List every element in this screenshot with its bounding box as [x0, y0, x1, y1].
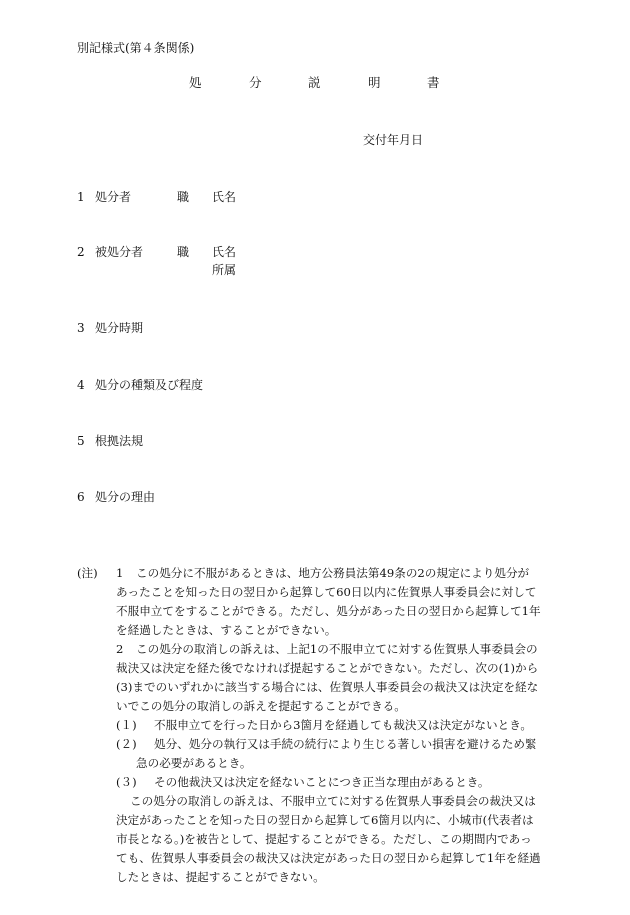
field-label: 根拠法規 — [95, 434, 144, 448]
title-char: 明 — [368, 75, 381, 90]
sub-item-number: (２) — [116, 737, 137, 751]
field-number: 4 — [77, 378, 85, 392]
title-char: 分 — [249, 75, 262, 90]
final-paragraph-line: ても、佐賀県人事委員会の裁決又は決定があった日の翌日から起算して1年を経過 — [116, 851, 541, 865]
field-number: 1 — [77, 190, 85, 204]
note-1-line: を経過したときは、することができない。 — [116, 623, 337, 637]
title-char: 処 — [189, 75, 202, 90]
field-label: 処分時期 — [95, 321, 144, 335]
title-char: 説 — [308, 75, 321, 90]
note-1-line: あったことを知った日の翌日から起算して60日以内に佐賀県人事委員会に対して — [116, 585, 537, 599]
sub-item-line: 処分、処分の執行又は手続の続行により生じる著しい損害を避けるため緊 — [154, 737, 537, 751]
field-number: 6 — [77, 490, 85, 504]
field-sub-label: 職 — [177, 245, 190, 259]
field-number: 5 — [77, 434, 85, 448]
note-number: 2 — [116, 642, 124, 656]
field-number: 3 — [77, 321, 85, 335]
sub-item-line: 不服申立てを行った日から3箇月を経過しても裁決又は決定がないとき。 — [154, 718, 532, 732]
final-paragraph-line: この処分の取消しの訴えは、不服申立てに対する佐賀県人事委員会の裁決又は — [130, 794, 536, 808]
field-label: 処分者 — [95, 190, 132, 204]
notes-marker: (注) — [77, 566, 98, 580]
sub-item-line: その他裁決又は決定を経ないことにつき正当な理由があるとき。 — [154, 775, 490, 789]
field-label: 処分の種類及び程度 — [95, 378, 204, 392]
field-sub-label: 氏名 — [212, 190, 237, 204]
note-2-line: いでこの処分の取消しの訴えを提起することができる。 — [116, 699, 406, 713]
sub-item-number: (３) — [116, 775, 137, 789]
final-paragraph-line: 市長となる。)を被告として、提起することができる。ただし、この期間内であっ — [116, 832, 532, 846]
issue-date-label: 交付年月日 — [363, 133, 424, 147]
sub-item-number: (１) — [116, 718, 137, 732]
field-sub-label: 職 — [177, 190, 190, 204]
field-number: 2 — [77, 245, 85, 259]
note-1-line: 不服申立てをすることができる。ただし、処分があった日の翌日から起算して1年 — [116, 604, 541, 618]
note-2-line: 裁決又は決定を経た後でなければ提起することができない。ただし、次の(1)から — [116, 661, 539, 675]
field-label: 処分の理由 — [95, 490, 156, 504]
final-paragraph-line: 決定があったことを知った日の翌日から起算して6箇月以内に、小城市(代表者は — [116, 813, 534, 827]
sub-item-line: 急の必要があるとき。 — [136, 756, 252, 770]
note-2-line: (3)までのいずれかに該当する場合には、佐賀県人事委員会の裁決又は決定を経な — [116, 680, 539, 694]
note-number: 1 — [116, 566, 124, 580]
title-char: 書 — [427, 75, 440, 90]
field-label: 被処分者 — [95, 245, 144, 259]
field-sub-label: 所属 — [212, 263, 237, 277]
form-label: 別記様式(第４条関係) — [77, 41, 195, 55]
note-2-line: この処分の取消しの訴えは、上記1の不服申立てに対する佐賀県人事委員会の — [136, 642, 538, 656]
note-1-line: この処分に不服があるときは、地方公務員法第49条の2の規定により処分が — [136, 566, 530, 580]
field-sub-label: 氏名 — [212, 245, 237, 259]
final-paragraph-line: したときは、提起することができない。 — [116, 870, 325, 884]
